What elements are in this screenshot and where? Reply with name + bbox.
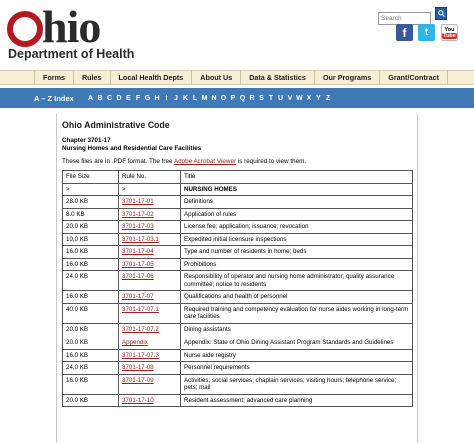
az-letter-e[interactable]: E	[126, 94, 131, 102]
file-size-cell: 24.0 KB	[63, 271, 119, 291]
rule-link[interactable]: 3701-17-09	[122, 376, 154, 384]
rule-no-cell	[119, 349, 181, 362]
table-row	[63, 303, 413, 323]
file-size-cell: 16.0 KB	[63, 374, 119, 394]
az-letter-h[interactable]: H	[154, 94, 160, 102]
rule-no-cell	[119, 323, 181, 349]
table-row	[63, 374, 413, 394]
rules-table-body	[63, 183, 413, 407]
file-size-cell: 8.0 KB	[63, 208, 119, 221]
column-header-title: Title	[181, 171, 413, 184]
facebook-icon[interactable]: f	[396, 24, 413, 41]
rule-no-cell	[119, 291, 181, 304]
rule-link[interactable]: 3701-17-08	[122, 364, 154, 371]
chapter-number: Chapter 3701-17	[62, 137, 111, 144]
rule-no-cell	[119, 208, 181, 221]
table-row	[63, 349, 413, 362]
column-header-file-size: File Size	[63, 171, 119, 184]
file-size-cell: 16.0 KB	[63, 258, 119, 271]
table-row	[63, 221, 413, 234]
file-size-cell: 20.0 KB	[63, 221, 119, 234]
rule-no-cell	[119, 394, 181, 407]
rule-link[interactable]: 3701-17-07	[122, 293, 154, 300]
az-letter-w[interactable]: W	[296, 94, 303, 102]
adobe-viewer-link[interactable]: Adobe Acrobat Viewer	[173, 158, 237, 165]
az-letter-p[interactable]: P	[230, 94, 236, 102]
rule-title-cell: Prohibitions	[181, 258, 413, 271]
rule-no-cell: >	[119, 183, 181, 196]
logo-word-rest: hio	[42, 1, 101, 52]
az-letter-c[interactable]: C	[106, 94, 113, 102]
table-row	[63, 233, 413, 246]
chapter-title: Nursing Homes and Residential Care Facilities	[62, 145, 202, 152]
file-size-cell: 40.0 KB	[63, 303, 119, 323]
rule-title-cell: License fee; application; issuance; revocation	[181, 221, 413, 234]
search-button[interactable]	[435, 7, 447, 20]
table-row	[63, 208, 413, 221]
logo-o-icon	[6, 4, 46, 48]
rule-title-cell: Qualifications and health of personnel	[181, 291, 413, 304]
table-row	[63, 258, 413, 271]
rule-no-cell	[119, 233, 181, 246]
az-letter-b[interactable]: B	[97, 94, 103, 102]
rule-title-cell: Dining assistants Appendix: State of Ohio Dining Assistant Program Standards and Guidelines	[181, 323, 413, 349]
rule-no-cell	[119, 246, 181, 259]
table-row	[63, 196, 413, 209]
file-size-cell: >	[63, 183, 119, 196]
nav-local-health-depts[interactable]: Local Health Depts	[111, 70, 193, 85]
rule-link[interactable]: 3701-17-07.1	[122, 305, 159, 313]
youtube-icon[interactable]: You Tube	[441, 24, 458, 41]
table-row	[63, 323, 413, 349]
twitter-icon[interactable]: t	[418, 24, 435, 41]
az-letter-d[interactable]: D	[116, 94, 122, 102]
rule-no-cell	[119, 271, 181, 291]
rule-title-cell: Personnel requirements	[181, 362, 413, 375]
az-letter-x[interactable]: X	[306, 94, 312, 102]
az-letter-f[interactable]: F	[135, 94, 141, 102]
file-size-cell: 16.0 KB	[63, 246, 119, 259]
az-letter-n[interactable]: N	[211, 94, 217, 102]
az-letter-o[interactable]: O	[220, 94, 227, 102]
rule-link[interactable]: 3701-17-06	[122, 273, 154, 280]
rule-link[interactable]: 3701-17-03.1	[122, 235, 159, 243]
az-letter-s[interactable]: S	[259, 94, 264, 102]
rule-title-cell: Expedited initial licensure inspections	[181, 233, 413, 246]
az-letter-i[interactable]: I	[165, 94, 168, 102]
main-nav	[0, 70, 474, 85]
rule-link[interactable]: 3701-17-04	[122, 248, 154, 255]
az-letters	[86, 95, 333, 102]
az-letter-r[interactable]: R	[249, 94, 255, 102]
nav-about-us[interactable]: About Us	[192, 70, 241, 85]
nav-rules[interactable]: Rules	[74, 70, 111, 85]
table-row	[63, 271, 413, 291]
az-letter-z[interactable]: Z	[325, 94, 331, 102]
page-title: Ohio Administrative Code	[62, 120, 170, 130]
rule-link[interactable]: 3701-17-01	[122, 198, 154, 205]
table-row	[63, 183, 413, 196]
nav-our-programs[interactable]: Our Programs	[315, 70, 380, 85]
rule-title-cell: Definitions	[181, 196, 413, 209]
nav-data-statistics[interactable]: Data & Statistics	[241, 70, 315, 85]
rule-no-cell	[119, 196, 181, 209]
az-letter-m[interactable]: M	[201, 94, 208, 102]
file-size-cell: 10.0 KB	[63, 233, 119, 246]
site-header	[0, 0, 474, 70]
az-letter-k[interactable]: K	[182, 94, 189, 102]
logo-wordmark	[6, 1, 101, 52]
table-row	[63, 394, 413, 407]
az-letter-g[interactable]: G	[144, 94, 151, 102]
rules-table	[62, 170, 413, 407]
rule-link[interactable]: 3701-17-03	[122, 223, 154, 230]
format-note: These files are in .PDF format. The free Adobe Acrobat Viewer is required to view them.	[62, 158, 307, 165]
file-size-cell: 16.0 KB	[63, 349, 119, 362]
file-size-cell: 20.0 KB	[63, 394, 119, 407]
az-letter-j[interactable]: J	[174, 94, 178, 102]
rule-title-cell: Responsibility of operator and nursing home administrator; quality assurance committee; notice to residents	[181, 271, 413, 291]
rule-title-cell: Resident assessment; advanced care planning	[181, 394, 413, 407]
file-size-cell: 16.0 KB	[63, 291, 119, 304]
ohio-logo[interactable]	[6, 1, 135, 61]
logo-subtitle: Department of Health	[8, 47, 135, 61]
table-row	[63, 246, 413, 259]
az-letter-t[interactable]: T	[268, 94, 274, 102]
az-letter-q[interactable]: Q	[239, 94, 246, 102]
rule-link[interactable]: 3701-17-07.2	[122, 325, 159, 333]
rule-no-cell	[119, 258, 181, 271]
rule-no-cell	[119, 303, 181, 323]
rule-link[interactable]: 3701-17-10	[122, 396, 154, 404]
rule-no-cell	[119, 362, 181, 375]
search-icon	[438, 10, 445, 17]
az-letter-v[interactable]: V	[287, 94, 293, 102]
appendix-link[interactable]: Appendix	[122, 339, 148, 346]
table-header-row	[63, 171, 413, 184]
az-letter-a[interactable]: A	[87, 94, 94, 102]
rule-title-cell: Activities; social services; chaplain services; visiting hours; telephone service; pets; mail	[181, 374, 413, 394]
rule-title-cell: Nurse aide registry	[181, 349, 413, 362]
rule-title-cell: Required training and competency evaluation for nurse aides working in long-term care facilities	[181, 303, 413, 323]
rule-title-cell: Application of rules	[181, 208, 413, 221]
rule-link[interactable]: 3701-17-07.3	[122, 351, 159, 359]
rule-title-cell: NURSING HOMES	[181, 183, 413, 196]
rule-title-cell: Type and number of residents in home; beds	[181, 246, 413, 259]
az-letter-l[interactable]: L	[192, 94, 198, 102]
search-box	[378, 7, 431, 25]
nav-forms[interactable]: Forms	[34, 70, 74, 85]
nav-grant-contract[interactable]: Grant/Contract	[380, 70, 448, 85]
rule-no-cell	[119, 221, 181, 234]
az-index-title[interactable]: A – Z Index	[34, 93, 74, 103]
file-size-cell: 24.0 KB	[63, 362, 119, 375]
column-header-rule-no: Rule No.	[119, 171, 181, 184]
file-size-cell: 20.0 KB 20.0 KB	[63, 323, 119, 349]
rule-link[interactable]: 3701-17-02	[122, 210, 154, 218]
az-index-bar	[0, 88, 474, 108]
az-letter-y[interactable]: Y	[316, 94, 321, 102]
az-letter-u[interactable]: U	[277, 94, 284, 102]
table-row	[63, 291, 413, 304]
file-size-cell: 28.0 KB	[63, 196, 119, 209]
main-content	[56, 114, 418, 443]
rule-no-cell	[119, 374, 181, 394]
rule-link[interactable]: 3701-17-05	[122, 260, 154, 268]
table-row	[63, 362, 413, 375]
